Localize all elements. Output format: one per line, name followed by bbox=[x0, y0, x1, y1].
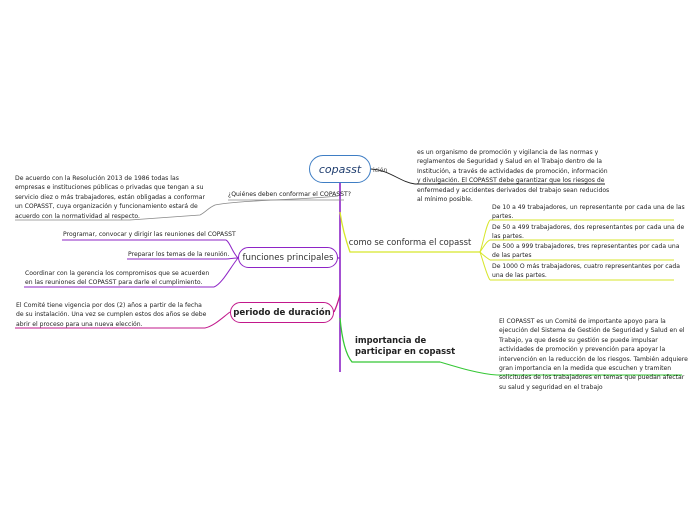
periodo-topic[interactable] bbox=[230, 302, 334, 323]
text-line: de las partes bbox=[492, 252, 532, 260]
text-line: Trabajo, ya que desde su gestión se puede impulsar bbox=[499, 336, 658, 344]
funciones-sub-3 bbox=[214, 258, 238, 287]
text-line: partes. bbox=[492, 213, 514, 221]
quienes-topic[interactable]: ¿Quiénes deben conformar el COPASST? bbox=[228, 191, 351, 198]
text-line: De acuerdo con la Resolución 2013 de 1986 todas las bbox=[15, 175, 179, 182]
text-line: su salud y seguridad en el trabajo bbox=[499, 383, 603, 391]
text-line: enfermedad y accidentes derivados del trabajo sean reducidos bbox=[417, 186, 610, 194]
text-line: gran importancia en la medida que escuchen y tramiten bbox=[499, 365, 672, 373]
vigencia-text[interactable] bbox=[16, 301, 206, 329]
text-line: De 10 a 49 trabajadores, un representante por cada una de las bbox=[492, 204, 685, 211]
text-line: al mínimo posible. bbox=[417, 196, 473, 204]
funciones-topic[interactable] bbox=[238, 247, 338, 268]
text-line: Coordinar con la gerencia los compromisos que se acuerden bbox=[25, 270, 210, 277]
text-line: acuerdo con la normatividad al respecto. bbox=[15, 212, 140, 220]
conforma-item-500-999[interactable] bbox=[492, 242, 679, 261]
text-line: empresas e instituciones públicas o privadas que tengan a su bbox=[15, 184, 204, 192]
text-line: de su instalación. Una vez se cumplen estos dos años se debe bbox=[16, 311, 207, 319]
text-line: Institución, a través de actividades de promoción, información bbox=[417, 167, 608, 175]
conforma-item-10-49[interactable] bbox=[492, 203, 685, 222]
importancia-sub bbox=[440, 362, 497, 375]
text-line: actividades de promoción y prevención para apoyar la bbox=[499, 346, 666, 354]
text-line: las partes. bbox=[492, 233, 524, 241]
definition-topic-label[interactable]: ición bbox=[373, 167, 388, 174]
text-line: De 1000 O más trabajadores, cuatro representantes por cada bbox=[492, 263, 680, 270]
conforma-topic[interactable] bbox=[344, 232, 476, 252]
text-line: una de las partes. bbox=[492, 272, 547, 280]
text-line: De 500 a 999 trabajadores, tres representantes por cada una bbox=[492, 243, 680, 250]
text-line: intervención en la reducción de los riesgos. También adquiere bbox=[499, 355, 688, 363]
resolucion-text[interactable] bbox=[15, 174, 205, 221]
importancia-text[interactable] bbox=[499, 317, 688, 392]
central-topic-label: copasst bbox=[318, 162, 362, 176]
text-line: un COPASST, cuya organización y funcionamiento estará de bbox=[15, 203, 198, 211]
importancia-topic-line: importancia de bbox=[355, 335, 427, 345]
text-line: El Comité tiene vigencia por dos (2) años a partir de la fecha bbox=[16, 302, 202, 309]
text-line: De 50 a 499 trabajadores, dos representantes por cada una de bbox=[492, 224, 685, 231]
conforma-item-50-499[interactable] bbox=[492, 223, 684, 242]
text-line: abrir el proceso para una nueva elección. bbox=[16, 320, 143, 328]
definition-text[interactable] bbox=[417, 148, 609, 204]
text-line: ejecución del Sistema de Gestión de Seguridad y Salud en el bbox=[499, 327, 685, 335]
text-line: servicio diez o más trabajadores, están obligadas a conformar bbox=[15, 193, 205, 201]
conforma-sub-1 bbox=[480, 220, 490, 252]
funcion-item-coordinar[interactable] bbox=[25, 269, 209, 288]
conforma-topic-label: como se conforma el copasst bbox=[348, 237, 472, 247]
conforma-item-1000-plus[interactable] bbox=[492, 262, 680, 281]
funcion-item-programar[interactable] bbox=[63, 230, 236, 239]
periodo-topic-label: periodo de duración bbox=[233, 307, 331, 318]
text-line: Programar, convocar y dirigir las reuniones del COPASST bbox=[63, 231, 236, 238]
text-line: Preparar los temas de la reunión. bbox=[128, 251, 230, 258]
text-line: reglamentos de Seguridad y Salud en el Trabajo dentro de la bbox=[417, 158, 603, 166]
central-topic[interactable] bbox=[309, 155, 371, 183]
text-line: y divulgación. El COPASST debe garantizar que los riesgos de bbox=[417, 177, 605, 185]
text-line: El COPASST es un Comité de importante apoyo para la bbox=[499, 318, 666, 325]
text-line: es un organismo de promoción y vigilancia de las normas y bbox=[417, 149, 599, 156]
periodo-connector bbox=[334, 295, 340, 312]
funciones-topic-label: funciones principales bbox=[242, 252, 334, 263]
text-line: en las reuniones del COPASST para darle el cumplimiento. bbox=[25, 279, 203, 287]
importancia-topic[interactable] bbox=[355, 335, 455, 357]
importancia-topic-line: participar en copasst bbox=[355, 346, 456, 356]
text-line: solicitudes de los trabajadores en temas que puedan afectar bbox=[499, 374, 685, 382]
funcion-item-preparar[interactable] bbox=[128, 250, 229, 259]
periodo-sub bbox=[205, 312, 230, 328]
